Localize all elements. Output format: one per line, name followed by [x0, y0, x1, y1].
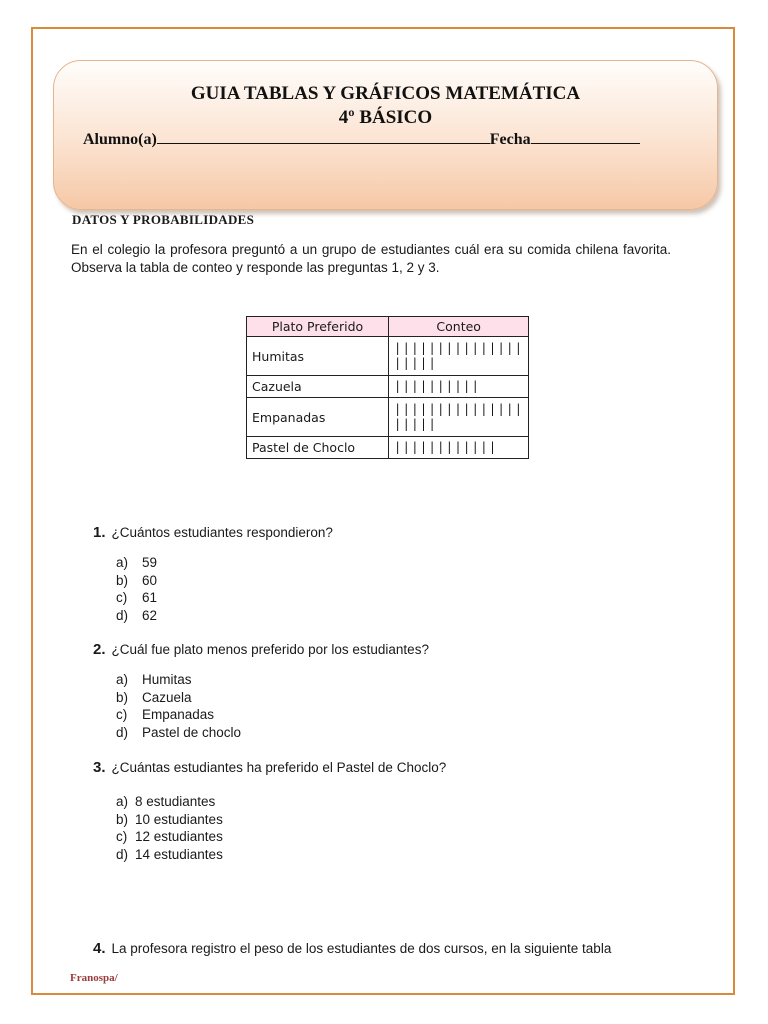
date-label: Fecha	[489, 131, 531, 148]
answer-option[interactable]: c) 12 estudiantes	[116, 829, 223, 844]
tally-table	[246, 316, 529, 459]
answer-option[interactable]: d) 14 estudiantes	[116, 846, 223, 862]
tally-line: ||||||||||||	[394, 440, 498, 454]
answer-option[interactable]: b) 60	[116, 572, 158, 588]
answer-option[interactable]: c) 61	[116, 590, 158, 605]
tally-cell	[389, 337, 529, 376]
question-1-options	[116, 554, 157, 624]
answer-option[interactable]: b) 10 estudiantes	[116, 811, 223, 827]
header-box	[53, 60, 718, 210]
question-text: La profesora registro el peso de los estudiantes de dos cursos, en la siguiente tabla	[111, 941, 612, 956]
intro-paragraph: En el colegio la profesora preguntó a un grupo de estudiantes cuál era su comida chilena favorita. Observa la tabla de conteo y responde las preguntas 1, 2 y 3.	[71, 242, 671, 275]
question-3-options	[116, 793, 223, 863]
question-text: ¿Cuántas estudiantes ha preferido el Pastel de Choclo?	[111, 760, 447, 775]
section-title: DATOS Y PROBABILIDADES	[72, 212, 255, 227]
table-row	[247, 437, 529, 459]
column-header-dish: Plato Preferido	[247, 317, 389, 337]
answer-option[interactable]: a) 59	[116, 555, 158, 570]
student-label: Alumno(a)	[83, 131, 157, 148]
tally-line: |||||||||||||||	[394, 341, 524, 355]
answer-option[interactable]: a) 8 estudiantes	[116, 794, 216, 809]
question-text: ¿Cuántos estudiantes respondieron?	[111, 525, 333, 540]
dish-cell: Pastel de Choclo	[247, 437, 389, 459]
dish-cell: Cazuela	[247, 376, 389, 398]
page-title: GUIA TABLAS Y GRÁFICOS MATEMÁTICA	[190, 83, 581, 104]
tally-line: |||||	[394, 356, 438, 370]
question-2-options	[116, 671, 241, 741]
grade-subtitle: 4º BÁSICO	[338, 107, 433, 128]
question-number: 2.	[93, 641, 106, 658]
question-1	[93, 524, 333, 541]
question-number: 4.	[93, 940, 106, 957]
question-text: ¿Cuál fue plato menos preferido por los estudiantes?	[111, 642, 429, 657]
student-name-blank[interactable]	[157, 129, 490, 144]
date-blank[interactable]	[531, 129, 640, 144]
dish-cell: Empanadas	[247, 398, 389, 437]
question-3	[93, 759, 446, 776]
tally-cell	[389, 376, 529, 398]
tally-cell	[389, 437, 529, 459]
question-number: 3.	[93, 759, 106, 776]
footer-author: Franospa/	[70, 972, 118, 984]
answer-option[interactable]: d) 62	[116, 607, 158, 623]
tally-line: |||||||||||||||	[394, 402, 524, 416]
table-row	[247, 376, 529, 398]
table-row	[247, 398, 529, 437]
answer-option[interactable]: c) Empanadas	[116, 707, 215, 722]
question-number: 1.	[93, 524, 106, 541]
answer-option[interactable]: b) Cazuela	[116, 689, 192, 705]
table-row	[247, 337, 529, 376]
dish-cell: Humitas	[247, 337, 389, 376]
table-header-row	[247, 317, 529, 337]
student-date-line	[83, 129, 640, 149]
tally-line: |||||	[394, 417, 438, 431]
tally-line: ||||||||||	[394, 379, 481, 393]
tally-cell	[389, 398, 529, 437]
answer-option[interactable]: a) Humitas	[116, 672, 192, 687]
question-4	[93, 940, 611, 957]
answer-option[interactable]: d) Pastel de choclo	[116, 724, 242, 740]
question-2	[93, 641, 429, 658]
column-header-count: Conteo	[389, 317, 529, 337]
